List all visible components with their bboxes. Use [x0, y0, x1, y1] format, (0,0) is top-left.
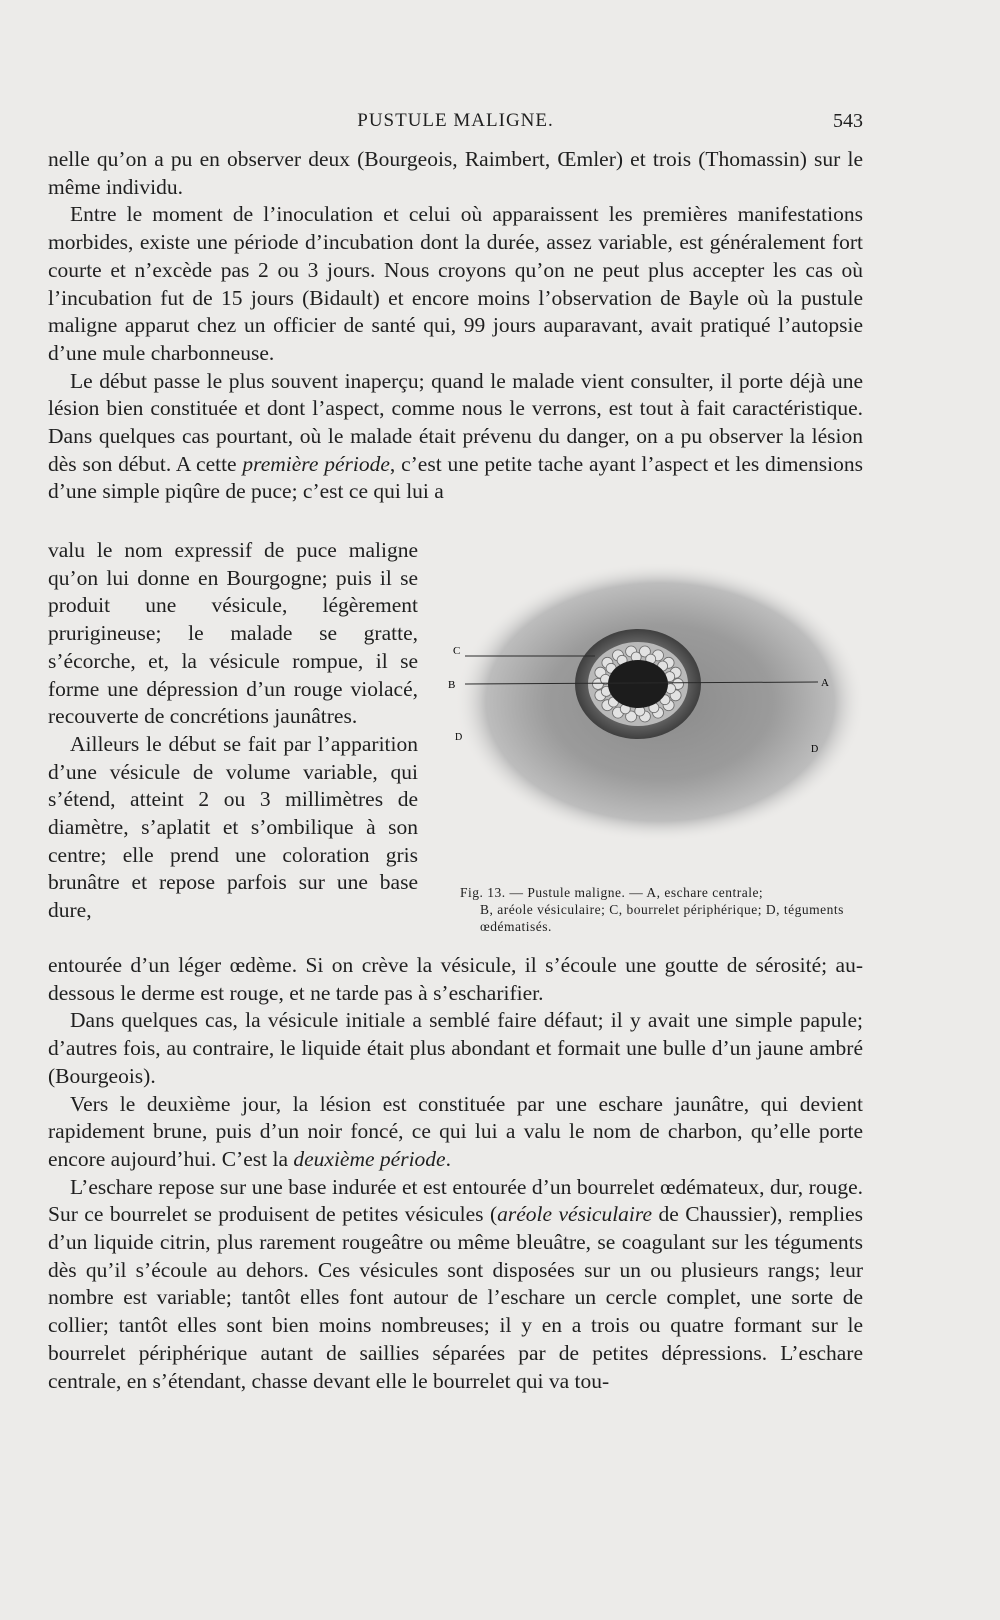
- text-run: nelle qu’on a pu en observer deux (Bourgeois, Raimbert, Œmler) et trois (Thomassin) sur le même individu.: [48, 147, 863, 199]
- paragraph: [48, 952, 863, 1007]
- running-title: PUSTULE MALIGNE.: [357, 110, 554, 131]
- figure-caption-line-2: B, aréole vésiculaire; C, bourrelet périphérique; D, téguments œdématisés.: [480, 902, 844, 934]
- label-d-left: D: [455, 732, 463, 743]
- figure-caption: [460, 884, 870, 935]
- label-b: B: [448, 679, 456, 691]
- text-run: entourée d’un léger œdème. Si on crève la vésicule, il s’écoule une goutte de sérosité; au-dessous le derme est rouge, et ne tarde pas à s’escharifier.: [48, 953, 863, 1005]
- italic-term: aréole vésiculaire: [497, 1202, 653, 1227]
- paragraph: [48, 146, 863, 201]
- label-d-right: D: [811, 744, 819, 755]
- paragraph: [48, 1091, 863, 1174]
- body-text-top: [48, 146, 863, 506]
- text-run: de Chaussier), remplies d’un liquide citrin, plus rarement rougeâtre ou même bleuâtre, se coagulant sur les téguments dès qu’il s’écoule au dehors. Ces vésicules sont disposées sur un ou plusieurs rangs; leur nombre est variable; tantôt elles font autour de l’eschare un cercle complet, une sorte de collier; tantôt elles sont bien moins nombreuses; il y en a trois ou quatre formant sur le bourrelet périphérique autant de saillies séparées par de petites dépressions. L’eschare centrale, en s’étendant, chasse devant elle le bourrelet qui va tou-: [48, 1202, 864, 1393]
- label-a: A: [821, 677, 829, 689]
- figure-caption-line-1: Fig. 13. — Pustule maligne. — A, eschare centrale;: [460, 885, 764, 900]
- paragraph: [48, 1007, 863, 1090]
- central-eschar: [608, 660, 668, 708]
- page-number: 543: [833, 110, 863, 132]
- text-run: Le début passe le plus souvent inaperçu; quand le malade vient consulter, il porte déjà une lésion bien constituée et dont l’aspect, comme nous le verrons, est tout à fait caractéristique. Dans quelques cas pourtant, où le malade était prévenu du danger, on a pu observer la lésion dès son début. A cette: [48, 368, 863, 476]
- text-run: , c’est une petite tache ayant l’aspect et les dimensions d’une simple piqûre de puce; c’est ce qui lui a: [48, 451, 863, 504]
- paragraph: [48, 201, 863, 367]
- paragraph: [48, 1174, 863, 1396]
- page-header: [48, 110, 863, 138]
- paragraph: [48, 731, 418, 925]
- body-text-beside-figure: [48, 537, 418, 925]
- italic-term: première période: [242, 451, 390, 476]
- text-run: Vers le deuxième jour, la lésion est constituée par une eschare jaunâtre, qui devient rapidement brune, puis d’un noir foncé, ce qui lui a valu le nom de charbon, qu’elle porte encore aujourd’hui. C’est la: [48, 1091, 863, 1171]
- text-run: valu le nom expressif de puce maligne qu’on lui donne en Bourgogne; puis il se produit une vésicule, légèrement prurigineuse; le malade se gratte, s’écorche, et, la vésicule rompue, il se forme une dépression d’un rouge violacé, recouverte de concrétions jaunâtres.: [48, 538, 418, 729]
- paragraph: [48, 537, 418, 731]
- text-run: .: [445, 1146, 451, 1171]
- pustule-illustration: [448, 562, 865, 862]
- text-run: Dans quelques cas, la vésicule initiale a semblé faire défaut; il y avait une simple papule; d’autres fois, au contraire, le liquide était plus abondant et formait une bulle d’un jaune ambré (Bourgeois).: [48, 1008, 863, 1088]
- body-text-bottom: [48, 952, 863, 1395]
- text-run: L’eschare repose sur une base indurée et est entourée d’un bourrelet œdémateux, dur, rouge. Sur ce bourrelet se produisent de petites vésicules (: [48, 1174, 863, 1227]
- italic-term: deuxième période: [293, 1146, 446, 1171]
- text-run: Entre le moment de l’inoculation et celui où apparaissent les premières manifestations morbides, existe une période d’incubation dont la durée, assez variable, est généralement fort courte et n’excède pas 2 ou 3 jours. Nous croyons qu’on ne peut plus accepter les cas où l’incubation fut de 15 jours (Bidault) et encore moins l’observation de Bayle où la pustule maligne apparut chez un officier de santé qui, 99 jours auparavant, avait pratiqué l’autopsie d’une mule charbonneuse.: [48, 202, 863, 365]
- text-run: Ailleurs le début se fait par l’apparition d’une vésicule de volume variable, qui s’étend, atteint 2 ou 3 millimètres de diamètre, s’aplatit et s’ombilique à son centre; elle prend une coloration gris brunâtre et repose parfois sur une base dure,: [48, 731, 418, 923]
- paragraph: [48, 368, 863, 507]
- label-c: C: [453, 645, 461, 657]
